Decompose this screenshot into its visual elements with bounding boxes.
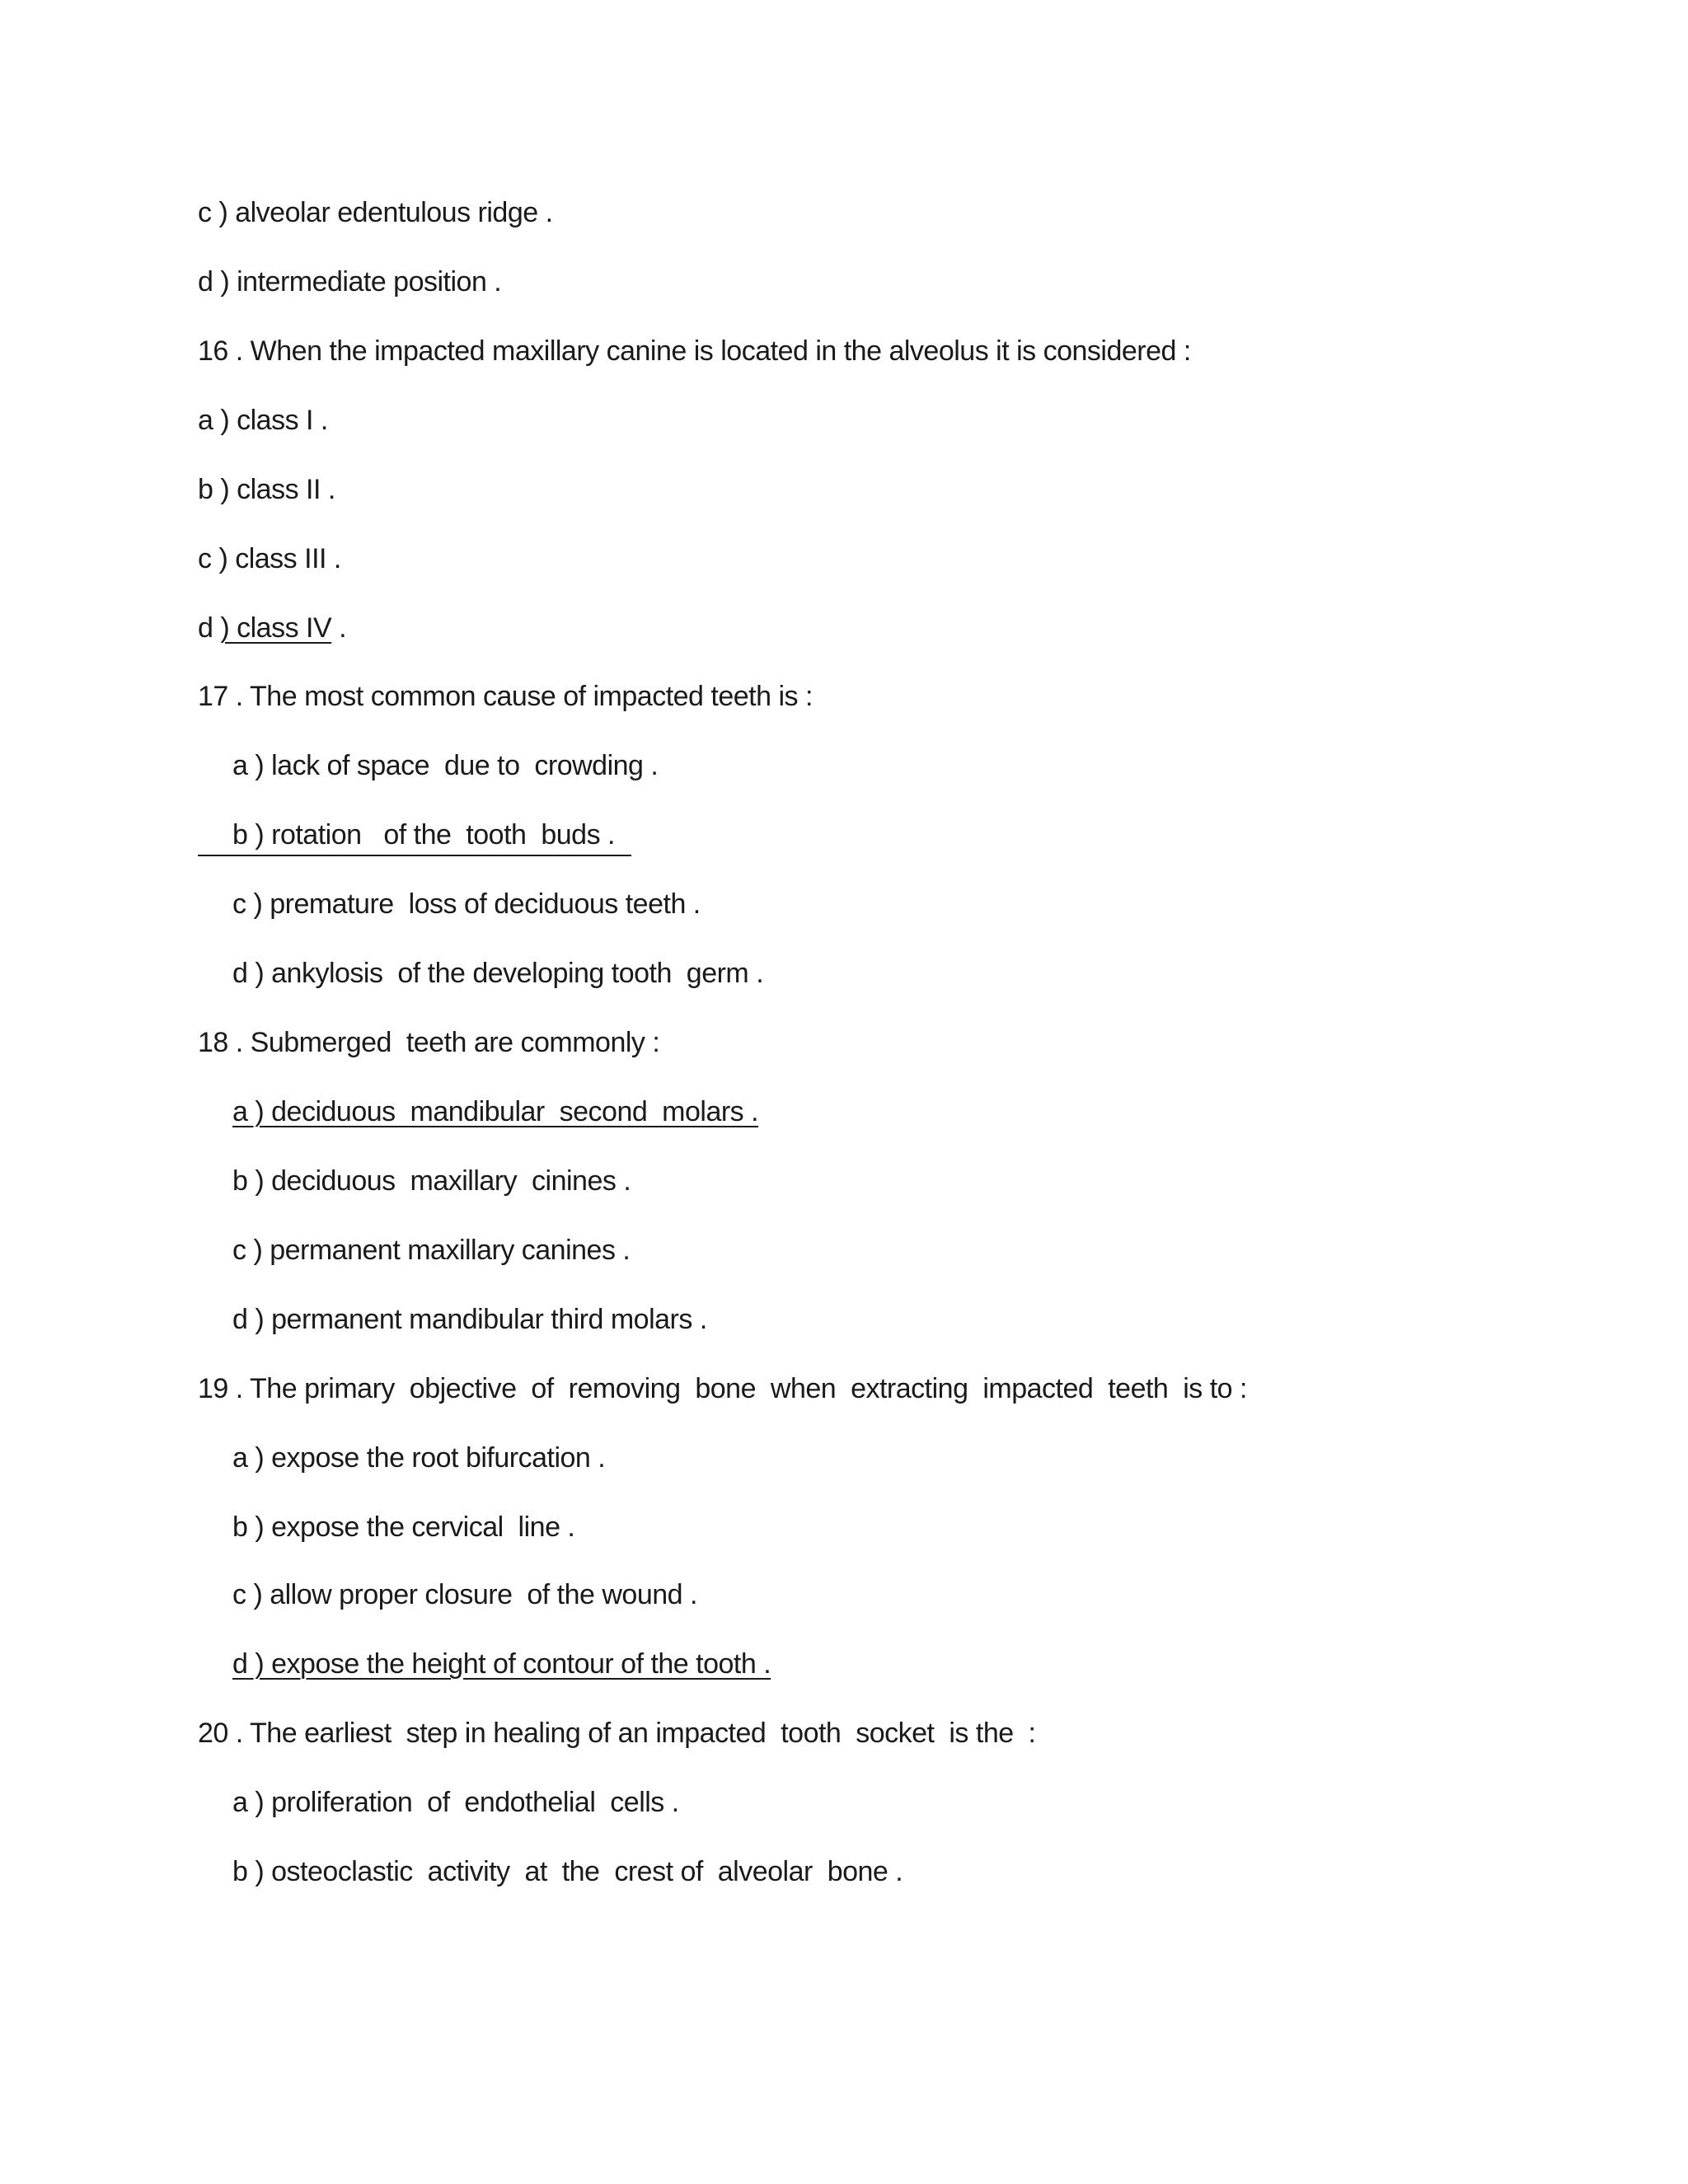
q19-option-d-answer: d ) expose the height of contour of the tooth .	[232, 1648, 771, 1680]
q17-option-d: d ) ankylosis of the developing tooth germ .	[232, 958, 764, 989]
question-16: 16 . When the impacted maxillary canine is located in the alveolus it is considered :	[198, 335, 1191, 367]
q17-option-b-answer: b ) rotation of the tooth buds .	[232, 819, 615, 851]
q15-option-d: d ) intermediate position .	[198, 266, 502, 298]
q16-option-d-suffix: .	[331, 612, 347, 644]
question-20: 20 . The earliest step in healing of an impacted tooth socket is the :	[198, 1718, 1036, 1749]
q19-option-c: c ) allow proper closure of the wound .	[232, 1579, 697, 1610]
question-17: 17 . The most common cause of impacted teeth is :	[198, 681, 813, 712]
q18-option-c: c ) permanent maxillary canines .	[232, 1235, 631, 1266]
q19-option-a: a ) expose the root bifurcation .	[232, 1442, 606, 1474]
q16-option-d	[198, 612, 346, 644]
q17-option-c: c ) premature loss of deciduous teeth .	[232, 888, 701, 920]
q16-option-d-prefix: d	[198, 612, 221, 644]
q20-option-a: a ) proliferation of endothelial cells .	[232, 1787, 679, 1818]
q18-option-d: d ) permanent mandibular third molars .	[232, 1304, 707, 1335]
q20-option-b: b ) osteoclastic activity at the crest of alveolar bone .	[232, 1856, 903, 1887]
q17-answer-underline	[198, 855, 631, 856]
question-19: 19 . The primary objective of removing bone when extracting impacted teeth is to :	[198, 1373, 1247, 1404]
q16-option-a: a ) class I .	[198, 405, 328, 436]
question-18: 18 . Submerged teeth are commonly :	[198, 1027, 660, 1058]
q16-option-c: c ) class III .	[198, 543, 341, 574]
q18-option-a-answer: a ) deciduous mandibular second molars .	[232, 1096, 759, 1127]
q16-answer-underlined: ) class IV	[220, 612, 332, 644]
q18-option-b: b ) deciduous maxillary cinines .	[232, 1165, 631, 1197]
q15-option-c: c ) alveolar edentulous ridge .	[198, 197, 553, 228]
q19-option-b: b ) expose the cervical line .	[232, 1511, 575, 1543]
q16-option-b: b ) class II .	[198, 474, 335, 505]
q17-option-a: a ) lack of space due to crowding .	[232, 750, 659, 781]
